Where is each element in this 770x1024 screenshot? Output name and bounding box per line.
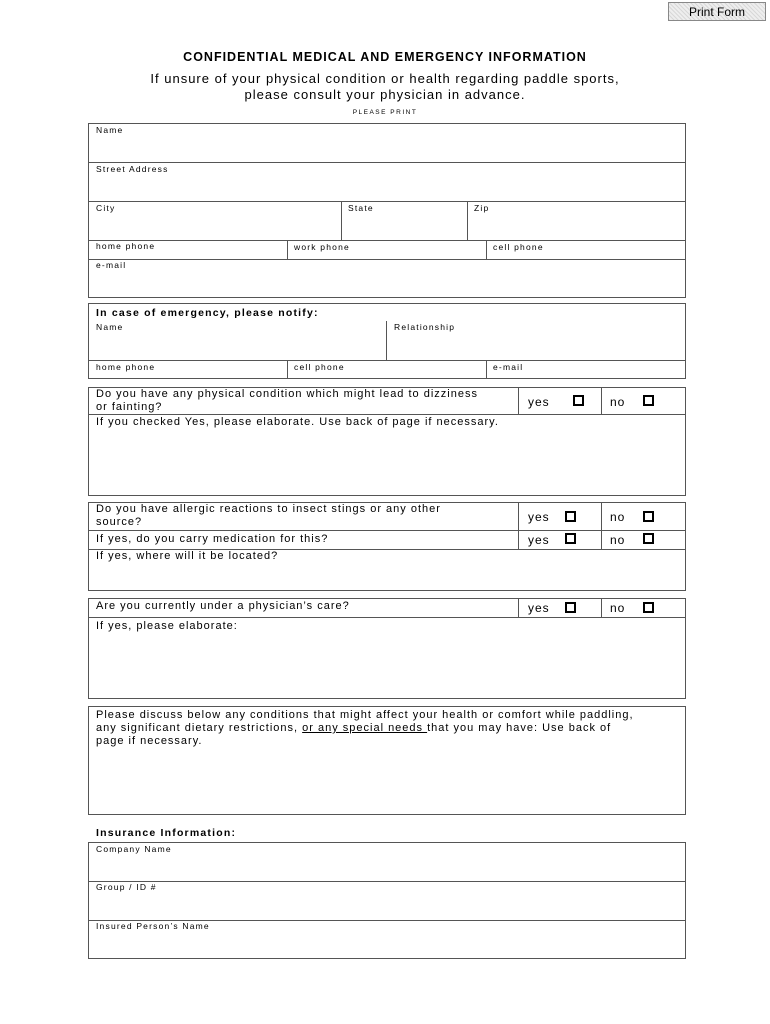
emergency-name-label: Name <box>96 322 124 332</box>
city-field[interactable] <box>89 202 341 240</box>
city-label: City <box>96 203 116 213</box>
emergency-name-field[interactable] <box>89 321 386 360</box>
conditions-line-2: any significant dietary restrictions, or any special needs that you may have: Use back of <box>96 722 612 734</box>
dizziness-question-line-2: or fainting? <box>96 401 163 413</box>
print-form-button[interactable]: Print Form <box>668 2 766 21</box>
physician-elaborate-label: If yes, please elaborate: <box>96 620 238 632</box>
medication-question: If yes, do you carry medication for this? <box>96 533 329 545</box>
allergy-no-label: no <box>610 510 626 524</box>
work-phone-label: work phone <box>294 242 350 252</box>
physician-no-checkbox[interactable] <box>643 602 654 613</box>
dizziness-no-checkbox[interactable] <box>643 395 654 406</box>
street-address-field[interactable] <box>89 163 685 201</box>
state-label: State <box>348 203 374 213</box>
emergency-email-label: e-mail <box>493 362 524 372</box>
medication-location-label: If yes, where will it be located? <box>96 550 279 562</box>
cell-phone-label: cell phone <box>493 242 544 252</box>
medication-yes-checkbox[interactable] <box>565 533 576 544</box>
allergy-question-line-1: Do you have allergic reactions to insect stings or any other <box>96 503 441 515</box>
insured-name-label: Insured Person’s Name <box>96 921 210 931</box>
physician-no-label: no <box>610 601 626 615</box>
physician-question: Are you currently under a physician’s care? <box>96 600 350 612</box>
medication-no-checkbox[interactable] <box>643 533 654 544</box>
dizziness-no-label: no <box>610 395 626 409</box>
name-field[interactable] <box>89 124 685 162</box>
allergy-yes-checkbox[interactable] <box>565 511 576 522</box>
emergency-heading: In case of emergency, please notify: <box>96 307 319 319</box>
physician-yes-label: yes <box>528 601 550 615</box>
conditions-line-1: Please discuss below any conditions that might affect your health or comfort while paddling, <box>96 709 634 721</box>
please-print-note: PLEASE PRINT <box>352 109 418 116</box>
medication-yes-label: yes <box>528 533 550 547</box>
allergy-no-checkbox[interactable] <box>643 511 654 522</box>
dizziness-question-line-1: Do you have any physical condition which might lead to dizziness <box>96 388 478 400</box>
allergy-yes-label: yes <box>528 510 550 524</box>
emergency-cell-phone-label: cell phone <box>294 362 345 372</box>
physician-elaborate-field[interactable] <box>89 634 685 698</box>
subtitle-line-2: please consult your physician in advance. <box>244 87 526 102</box>
medication-location-field[interactable] <box>89 564 685 590</box>
emergency-home-phone-label: home phone <box>96 362 156 372</box>
home-phone-label: home phone <box>96 241 156 251</box>
email-label: e-mail <box>96 260 127 270</box>
group-id-field[interactable] <box>89 882 685 920</box>
relationship-label: Relationship <box>394 322 456 332</box>
company-name-label: Company Name <box>96 844 172 854</box>
street-address-label: Street Address <box>96 164 169 174</box>
insurance-heading: Insurance Information: <box>96 827 237 839</box>
zip-field[interactable] <box>468 202 685 240</box>
dizziness-elaborate-label: If you checked Yes, please elaborate. Use back of page if necessary. <box>96 416 499 428</box>
medication-no-label: no <box>610 533 626 547</box>
dizziness-elaborate-field[interactable] <box>89 430 685 495</box>
zip-label: Zip <box>474 203 490 213</box>
name-label: Name <box>96 125 124 135</box>
company-name-field[interactable] <box>89 843 685 881</box>
dizziness-yes-label: yes <box>528 395 550 409</box>
conditions-field[interactable] <box>89 750 685 814</box>
conditions-line-3: page if necessary. <box>96 735 203 747</box>
group-id-label: Group / ID # <box>96 882 157 892</box>
form-title: CONFIDENTIAL MEDICAL AND EMERGENCY INFORMATION <box>183 50 587 64</box>
physician-yes-checkbox[interactable] <box>565 602 576 613</box>
allergy-question-line-2: source? <box>96 516 143 528</box>
special-needs-text: or any special needs <box>302 722 428 734</box>
email-field[interactable] <box>89 260 685 297</box>
subtitle-line-1: If unsure of your physical condition or health regarding paddle sports, <box>150 71 620 86</box>
dizziness-yes-checkbox[interactable] <box>573 395 584 406</box>
